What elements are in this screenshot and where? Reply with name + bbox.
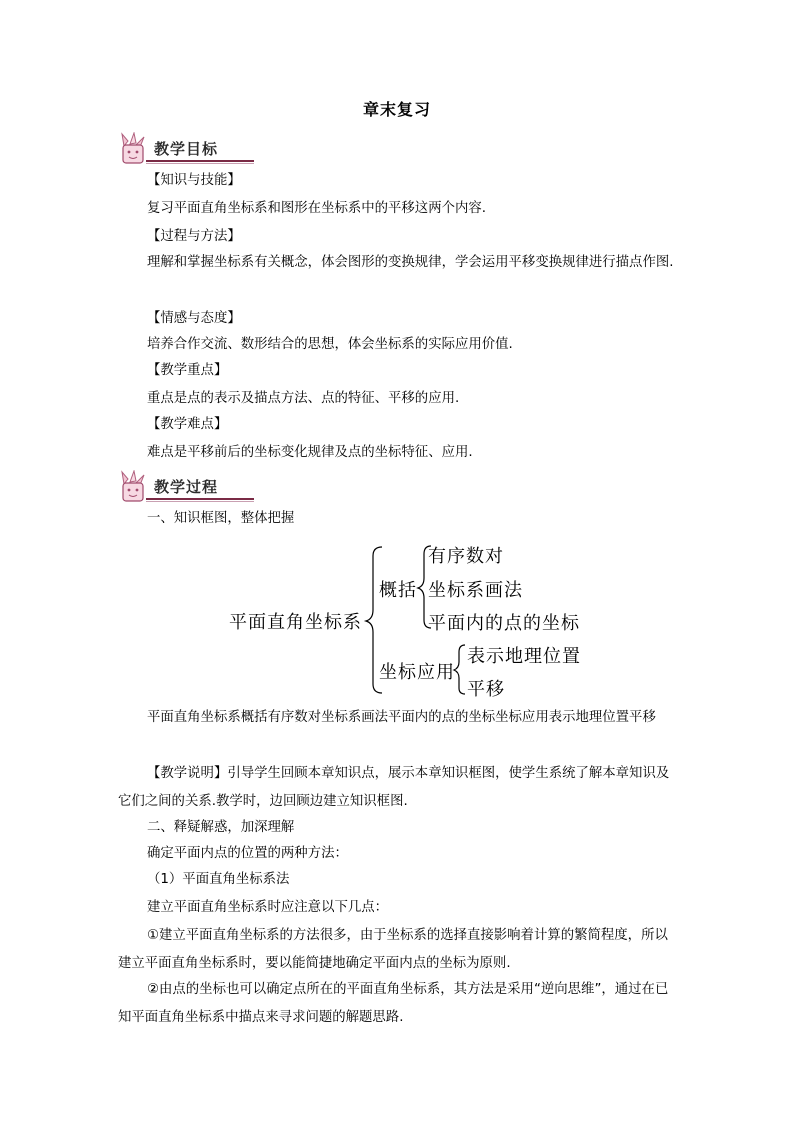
key-text: 重点是点的表示及描点方法、点的特征、平移的应用. (147, 391, 460, 406)
point1: ①建立平面直角坐标系的方法很多，由于坐标系的选择直接影响着计算的繁简程度，所以建立平面直角坐标系时，要以能简捷地确定平面内点的坐标为原则. (118, 928, 668, 971)
teaching-note: 【教学说明】引导学生回顾本章知识点，展示本章知识框图，使学生系统了解本章知识及它们之间的关系.教学时，边回顾边建立知识框图. (118, 766, 670, 809)
knowledge-text: 复习平面直角坐标系和图形在坐标系中的平移这两个内容. (147, 201, 487, 216)
method1-intro: 建立平面直角坐标系时应注意以下几点： (147, 900, 389, 915)
point2: ②由点的坐标也可以确定点所在的平面直角坐标系，其方法是采用“逆向思维”，通过在已知平面直角坐标系中描点来寻求问题的解题思路. (118, 982, 669, 1025)
process-text: 理解和掌握坐标系有关概念，体会图形的变换规律，学会运用平移变换规律进行描点作图. (147, 255, 674, 270)
step1-heading: 一、知识框图，整体把握 (147, 511, 295, 526)
diagram-root: 平面直角坐标系 (229, 612, 362, 633)
diagram-item: 平移 (467, 679, 505, 700)
section-label: 教学目标 (154, 140, 219, 158)
step2-heading: 二、释疑解惑，加深理解 (147, 820, 295, 835)
attitude-text: 培养合作交流、数形结合的思想，体会坐标系的实际应用价值. (147, 337, 513, 352)
attitude-heading: 【情感与态度】 (147, 311, 241, 326)
diagram-item: 平面内的点的坐标 (428, 613, 580, 634)
step2-intro: 确定平面内点的位置的两种方法： (147, 846, 348, 861)
brace-application (454, 645, 465, 694)
diagram-caption: 平面直角坐标系概括有序数对坐标系画法平面内的点的坐标坐标应用表示地理位置平移 (147, 710, 656, 725)
diagram-item: 坐标系画法 (428, 580, 523, 601)
difficulty-text: 难点是平移前后的坐标变化规律及点的坐标特征、应用. (147, 445, 473, 460)
diagram-branch-summary: 概括 (379, 580, 417, 601)
key-heading: 【教学重点】 (147, 363, 228, 378)
diagram-item: 表示地理位置 (467, 646, 581, 667)
section-label: 教学过程 (154, 478, 219, 496)
process-heading: 【过程与方法】 (147, 229, 241, 244)
diagram-branch-application: 坐标应用 (379, 662, 455, 683)
knowledge-heading: 【知识与技能】 (147, 173, 241, 188)
page-title: 章末复习 (362, 100, 431, 119)
method1: （1）平面直角坐标系法 (147, 872, 290, 887)
diagram-item: 有序数对 (428, 546, 504, 567)
difficulty-heading: 【教学难点】 (147, 417, 228, 432)
